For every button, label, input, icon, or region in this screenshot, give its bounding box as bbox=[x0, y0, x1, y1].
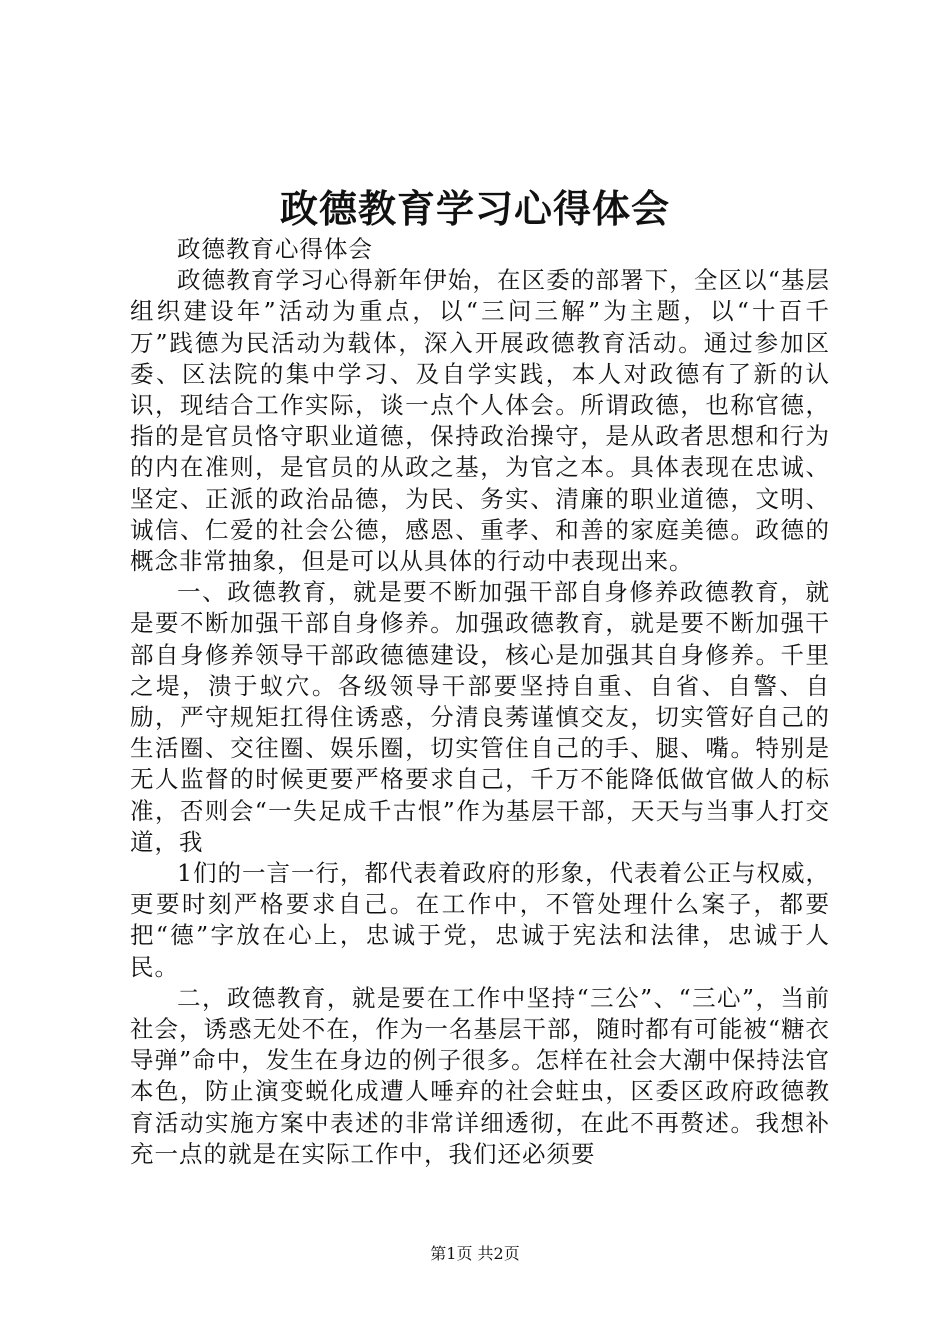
body-paragraph: 政德教育学习心得新年伊始，在区委的部署下，全区以“基层组织建设年”活动为重点，以“三问三解”为主题，以“十百千万”践德为民活动为载体，深入开展政德教育活动。通过参加区委、区法院的集中学习、及自学实践，本人对政德有了新的认识，现结合工作实际，谈一点个人体会。所谓政德，也称官德，指的是官员恪守职业道德，保持政治操守，是从政者思想和行为的内在准则，是官员的从政之基，为官之本。具体表现在忠诚、坚定、正派的政治品德，为民、务实、清廉的职业道德，文明、诚信、仁爱的社会公德，感恩、重孝、和善的家庭美德。政德的概念非常抽象，但是可以从具体的行动中表现出来。 bbox=[130, 266, 830, 576]
document-title: 政德教育学习心得体会 bbox=[279, 186, 670, 231]
page-number-footer: 第1页 共2页 bbox=[430, 1244, 520, 1263]
body-paragraph: 1们的一言一行，都代表着政府的形象，代表着公正与权威，更要时刻严格要求自己。在工作中，不管处理什么案子，都要把“德”字放在心上，忠诚于党，忠诚于宪法和法律，忠诚于人民。 bbox=[130, 859, 830, 981]
document-body bbox=[130, 234, 830, 1170]
body-paragraph: 一、政德教育，就是要不断加强干部自身修养政德教育，就是要不断加强干部自身修养。加强政德教育，就是要不断加强干部自身修养领导干部政德德建设，核心是加强其自身修养。千里之堤，溃于蚁穴。各级领导干部要坚持自重、自省、自警、自励，严守规矩扛得住诱惑，分清良莠谨慎交友，切实管好自己的生活圈、交往圈、娱乐圈，切实管住自己的手、腿、嘴。特别是无人监督的时候更要严格要求自己，千万不能降低做官做人的标准，否则会“一失足成千古恨”作为基层干部，天天与当事人打交道，我 bbox=[130, 578, 830, 856]
body-paragraph: 二，政德教育，就是要在工作中坚持“三公”、“三心”，当前社会，诱惑无处不在，作为一名基层干部，随时都有可能被“糖衣导弹”命中，发生在身边的例子很多。怎样在社会大潮中保持法官本色，防止演变蜕化成遭人唾弃的社会蛀虫，区委区政府政德教育活动实施方案中表述的非常详细透彻，在此不再赘述。我想补充一点的就是在实际工作中，我们还必须要 bbox=[130, 983, 830, 1168]
subtitle-paragraph: 政德教育心得体会 bbox=[177, 235, 373, 263]
